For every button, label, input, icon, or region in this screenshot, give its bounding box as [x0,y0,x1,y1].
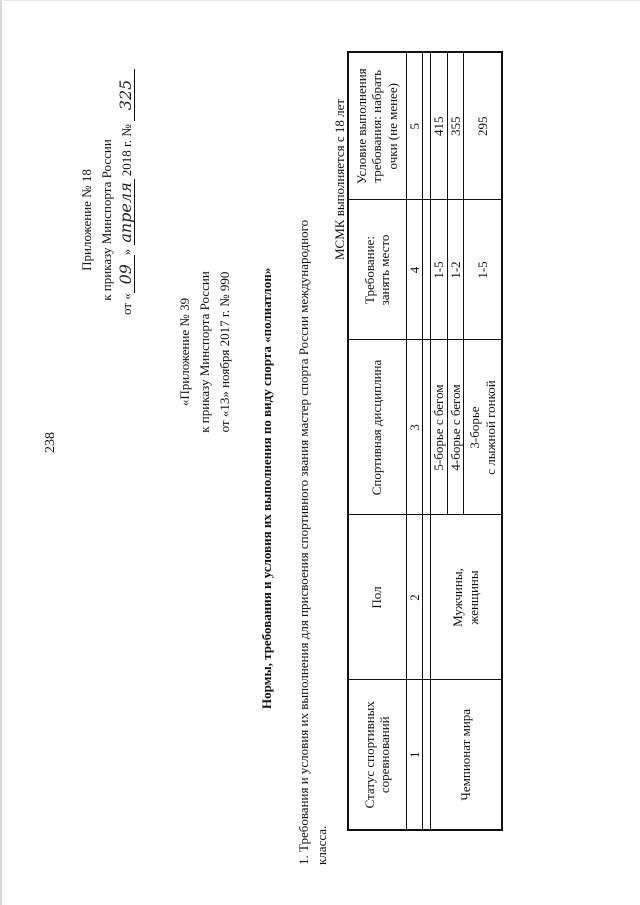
spacer-row [423,52,431,830]
appendix-18-order: к приказу Минспорта России [99,139,114,301]
section-line-1: 1. Требования и условия их выполнения для присвоения спортивного звания мастер спорта России международного [296,219,311,865]
appendix-39-date: от «13» ноября 2017 г. № 990 [217,271,232,433]
column-number: 5 [406,52,423,200]
header-points: Условие выполнения требования: набрать очки (не менее) [348,52,406,200]
order-number: 325 [118,69,135,121]
date-month: апреля [118,179,135,245]
place-cell: 1-5 [464,200,502,340]
header-discipline: Спортивная дисциплина [348,340,406,515]
column-number: 1 [406,680,423,830]
date-day: 09 [118,255,135,293]
date-mid: » [119,248,134,256]
appendix-18-title: Приложение № 18 [79,169,94,271]
gender-cell: Мужчины, женщины [431,515,502,680]
norms-table [347,51,503,831]
date-prefix: от « [119,293,134,315]
points-cell: 415 [431,52,448,200]
column-number: 2 [406,515,423,680]
section-line-2: класса. [314,825,329,865]
document-heading: Нормы, требования и условия их выполнения по виду спорта «полиатлон» [259,267,274,709]
status-cell: Чемпионат мира [431,680,502,830]
appendix-39-order: к приказу Минспорта России [197,271,212,433]
header-place: Требование: занять место [348,200,406,340]
age-note: МСМК выполняется с 18 лет [332,98,347,260]
discipline-cell: 4-борье с бегом [447,340,464,515]
table-row [431,52,448,830]
points-cell: 295 [464,52,502,200]
column-number: 4 [406,200,423,340]
appendix-18-date [118,69,135,315]
discipline-cell: 5-борье с бегом [431,340,448,515]
place-cell: 1-2 [447,200,464,340]
points-cell: 355 [447,52,464,200]
table-header-row [348,52,406,830]
header-status: Статус спортивных соревнований [348,680,406,830]
place-cell: 1-5 [431,200,448,340]
appendix-39-title: «Приложение № 39 [177,297,192,407]
discipline-cell: 3-борье с лыжной гонкой [464,340,502,515]
date-year: 2018 г. № [119,124,134,177]
header-gender: Пол [348,515,406,680]
column-number-row [406,52,423,830]
column-number: 3 [406,340,423,515]
page-number: 238 [43,432,58,453]
